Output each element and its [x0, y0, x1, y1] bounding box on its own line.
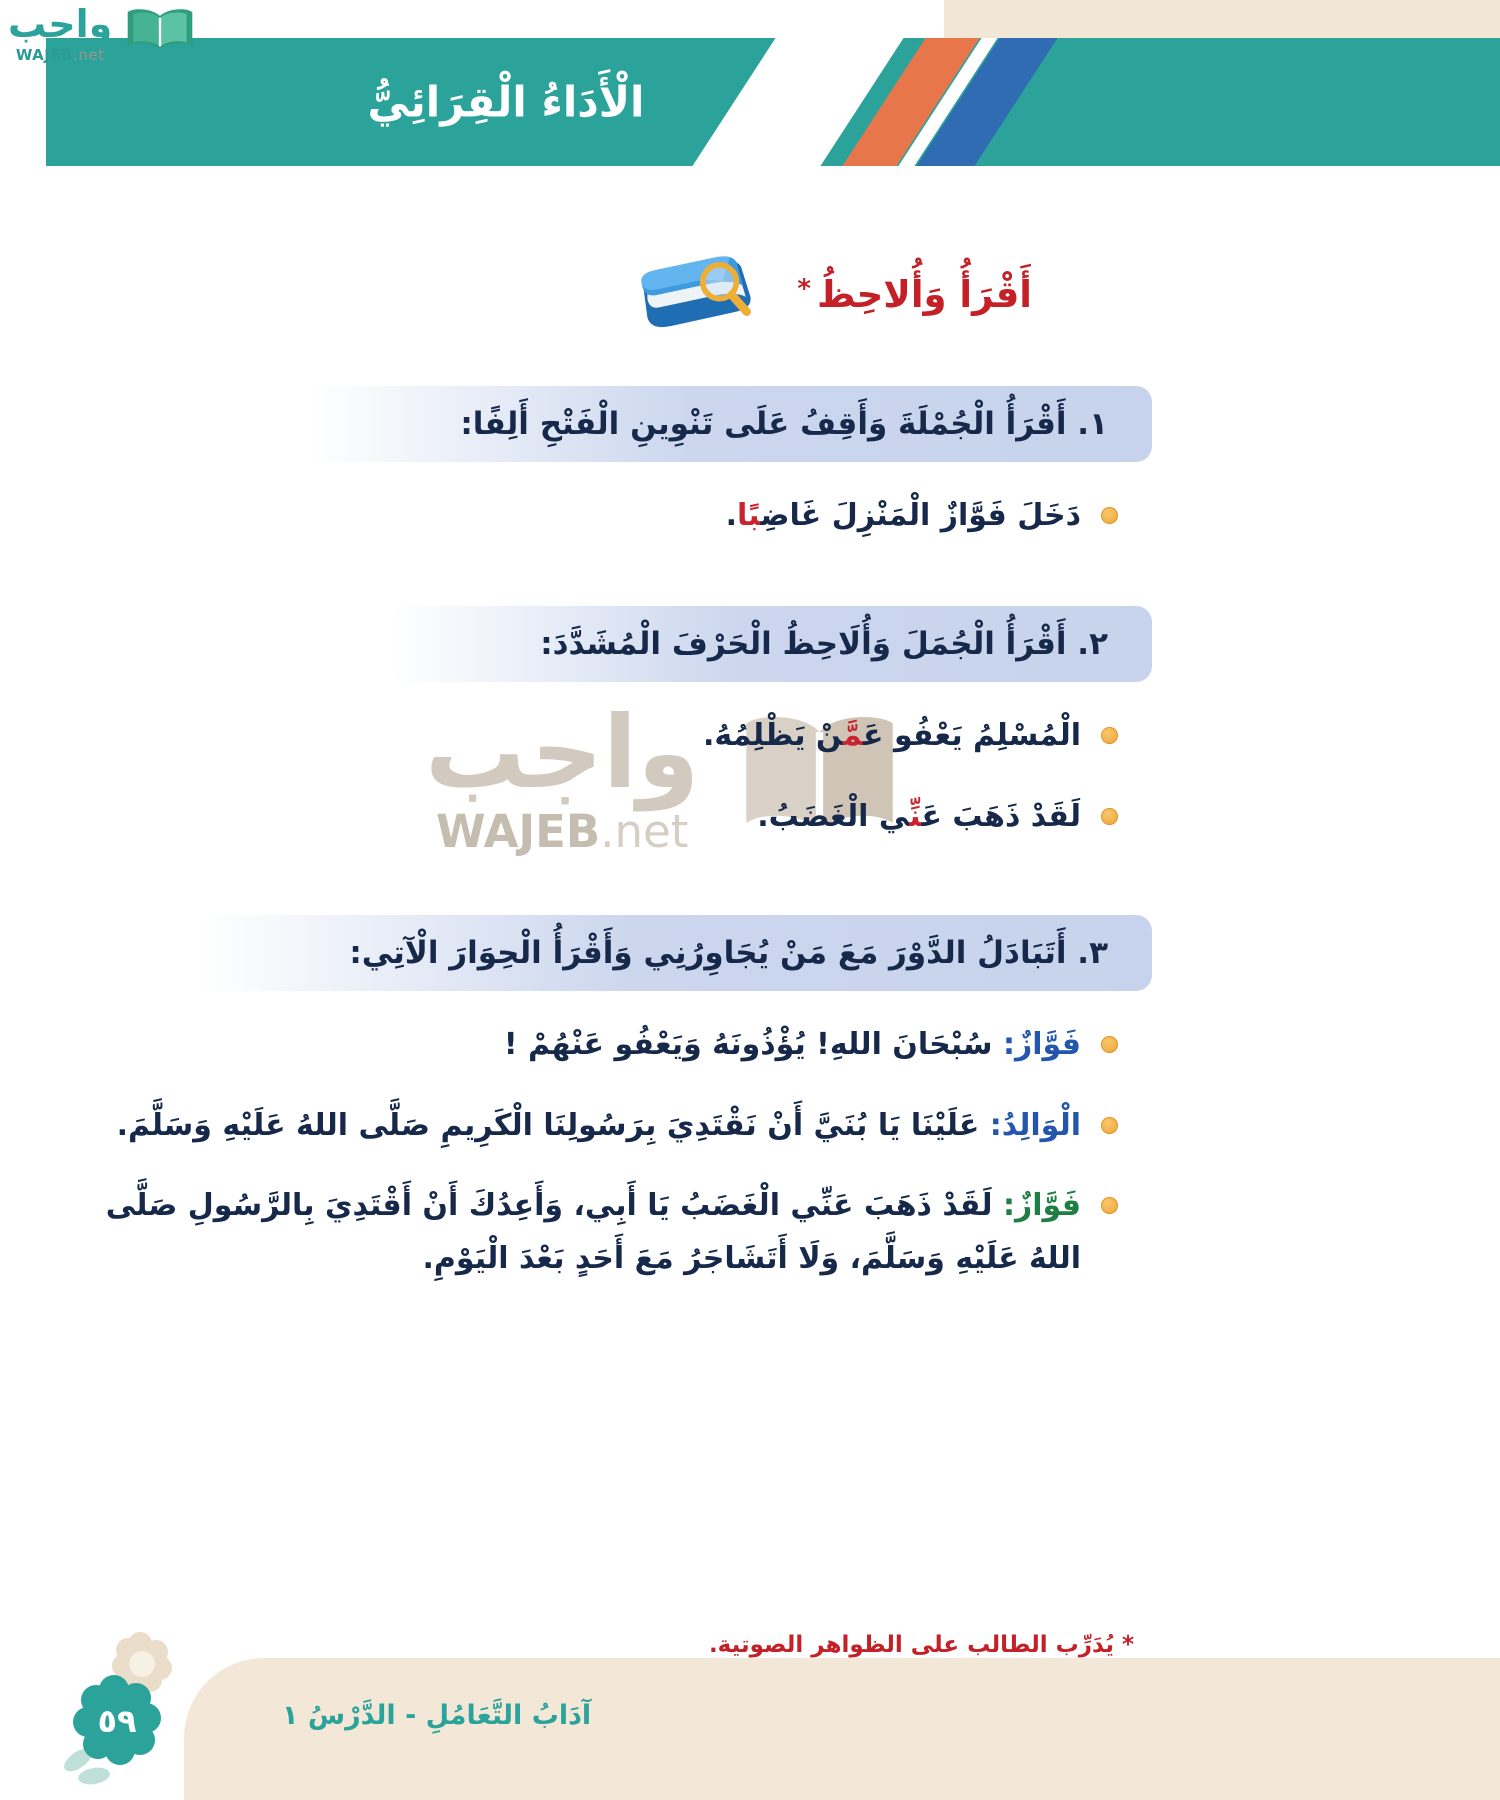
watermark-arabic: واجب [425, 694, 700, 811]
sentence: الْمُسْلِمُ يَعْفُو عَ‍‍مَّ‍‍نْ يَظْلِمُهُ. [703, 718, 1081, 754]
watermark-latin-word: WAJEB [435, 805, 601, 858]
watermark-tld: .net [600, 805, 689, 858]
section-2-bar-wrap [0, 606, 1152, 682]
section-2-header: ٢. أَقْرَأُ الْجُمَلَ وَأُلَاحِظُ الْحَرْفَ الْمُشَدَّدَ: [390, 606, 1152, 682]
page-number-badge [52, 1622, 192, 1792]
section-2 [0, 606, 1500, 843]
wajeb-logo-text [8, 4, 112, 64]
wajeb-logo[interactable] [8, 4, 198, 64]
dialogue-text: الْوَالِدُ: عَلَيْنَا يَا بُنَيَّ أَنْ نَقْتَدِيَ بِرَسُولِنَا الْكَرِيمِ صَلَّى اللهُ عَلَيْهِ وَسَلَّمَ. [116, 1107, 1081, 1143]
title-banner [46, 38, 1500, 166]
list-item [0, 709, 1500, 762]
footnote: * يُدَرِّب الطالب على الظواهر الصوتية. [708, 1632, 1134, 1658]
sentence: لَقَدْ ذَهَبَ عَ‍‍نِّ‍‍ي الْغَضَبُ. [757, 798, 1081, 834]
bullet-icon [1101, 1117, 1118, 1134]
leaf-icon [77, 1765, 111, 1786]
bullet-icon [1101, 507, 1118, 524]
logo-latin-wordmark [16, 46, 105, 64]
logo-arabic-wordmark: واجب [8, 2, 113, 46]
section-1-bar-wrap [0, 386, 1152, 462]
activity-heading [623, 250, 1032, 339]
dialogue-text: فَوَّازٌ: لَقَدْ ذَهَبَ عَنِّي الْغَضَبُ يَا أَبِي، وَأَعِدُكَ أَنْ أَقْتَدِيَ بِالرَّسُولِ صَلَّى اللهُ عَلَيْهِ وَسَلَّمَ، وَلَا أَتَشَاجَرُ مَعَ أَحَدٍ بَعْدَ الْيَوْمِ. [105, 1187, 1081, 1277]
activity-title-text: أَقْرَأُ وَأُلاحِظُ [816, 273, 1032, 316]
lesson-label: آدَابُ التَّعَامُلِ - الدَّرْسُ ١ [282, 1700, 592, 1731]
section-3 [0, 915, 1500, 1286]
page-title: الْأَدَاءُ الْقِرَائِيُّ [367, 77, 645, 127]
main-content [0, 372, 1500, 1286]
activity-title [791, 273, 1032, 316]
dialogue-line [0, 1179, 1500, 1286]
section-3-bar-wrap [0, 915, 1152, 991]
bullet-icon [1101, 727, 1118, 744]
bullet-icon [1101, 808, 1118, 825]
list-item [0, 489, 1500, 542]
logo-latin: WAJEB [15, 45, 74, 64]
dialogue-line [0, 1099, 1500, 1152]
section-3-header: ٣. أَتَبَادَلُ الدَّوْرَ مَعَ مَنْ يُجَاوِرُنِي وَأَقْرَأُ الْحِوَارَ الْآتِي: [199, 915, 1152, 991]
dialogue-line [0, 1018, 1500, 1071]
book-magnifier-icon [623, 250, 773, 339]
dialogue-text: فَوَّازٌ: سُبْحَانَ اللهِ! يُؤْذُونَهُ وَيَعْفُو عَنْهُمْ ! [503, 1027, 1081, 1063]
page-number: ٥٩ [97, 1702, 137, 1740]
sentence: دَخَلَ فَوَّازٌ الْمَنْزِلَ غَاضِ‍‍بًا. [725, 498, 1081, 533]
list-item [0, 790, 1500, 843]
section-1 [0, 386, 1500, 542]
logo-tld: .net [73, 45, 105, 64]
bullet-icon [1101, 1036, 1118, 1053]
section-1-header: ١. أَقْرَأُ الْجُمْلَةَ وَأَقِفُ عَلَى تَنْوِينِ الْفَتْحِ أَلِفًا: [310, 386, 1152, 462]
footnote-asterisk: * [797, 274, 811, 304]
bullet-icon [1101, 1197, 1118, 1214]
top-right-beige-strip [944, 0, 1500, 38]
open-book-icon [122, 4, 198, 62]
